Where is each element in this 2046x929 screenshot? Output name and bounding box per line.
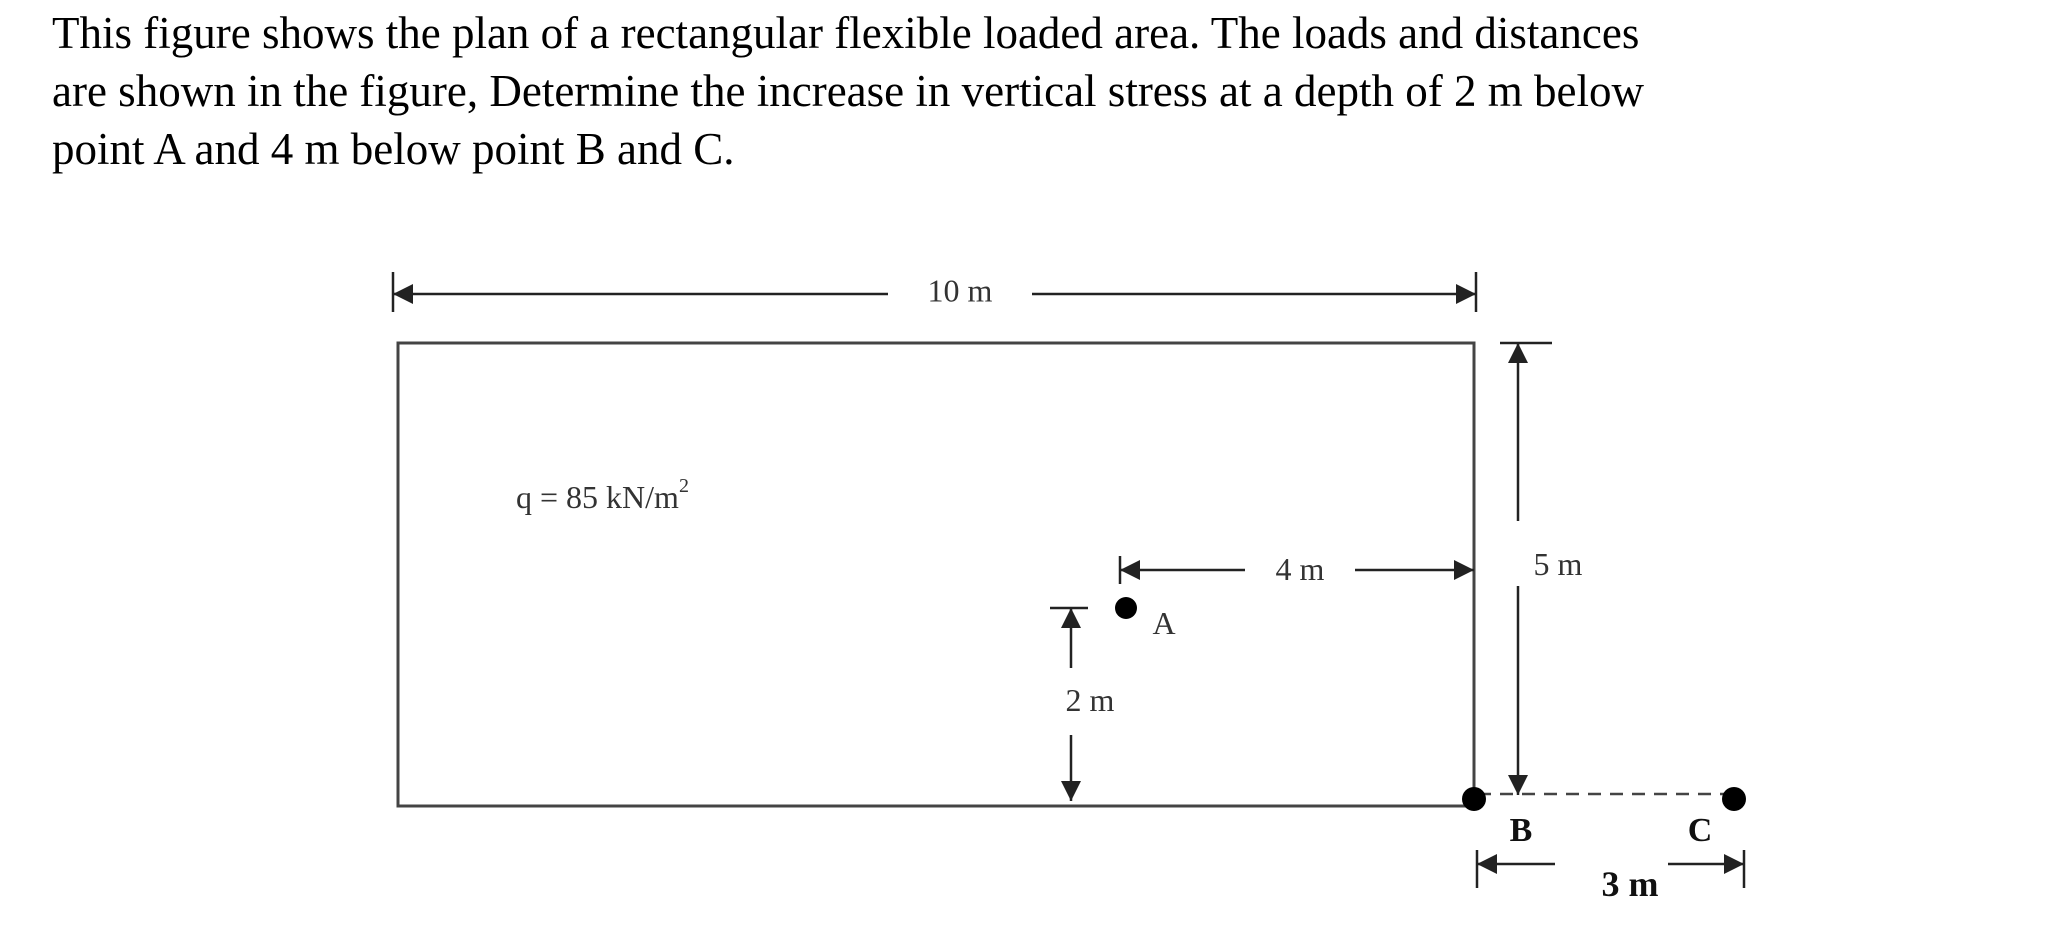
point-c-label: C — [1687, 812, 1713, 849]
height-label: 5 m — [1533, 546, 1583, 582]
problem-line-2: are shown in the figure, Determine the increase in vertical stress at a depth of 2 m below — [52, 66, 1644, 116]
point-a-marker — [1115, 597, 1137, 619]
load-label-exponent: 2 — [678, 475, 689, 497]
point-c-marker — [1722, 787, 1746, 811]
load-label — [516, 475, 689, 515]
problem-line-3: point A and 4 m below point B and C. — [52, 124, 735, 174]
point-a-label: A — [1152, 605, 1176, 641]
point-b-label: B — [1509, 812, 1533, 849]
a-horizontal-label: 4 m — [1275, 551, 1325, 587]
bc-label: 3 m — [1601, 864, 1659, 904]
width-label: 10 m — [927, 272, 993, 309]
problem-line-1: This figure shows the plan of a rectangular flexible loaded area. The loads and distances — [52, 8, 1640, 58]
load-label-text: q = 85 kN/m — [516, 479, 679, 515]
a-vertical-label: 2 m — [1065, 682, 1115, 718]
point-b-marker — [1462, 787, 1486, 811]
